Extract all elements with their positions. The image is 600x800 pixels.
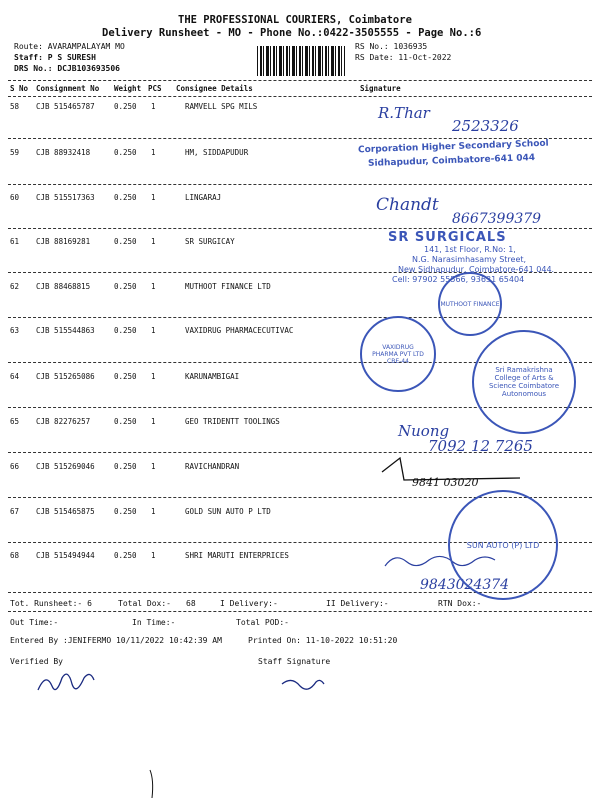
sr-surgicals-stamp-line2: N.G. Narasimhasamy Street, [412,255,527,264]
row-pcs: 1 [151,507,156,516]
row-pcs: 1 [151,102,156,111]
row-weight: 0.250 [114,193,137,202]
row-consignee: SR SURGICAY [185,237,235,246]
tot-runsheet: Tot. Runsheet:- 6 [10,599,92,608]
total-pod: Total POD:- [236,618,289,627]
rs-date: RS Date: 11-Oct-2022 [355,53,452,62]
row-consignee: GEO TRIDENTT TOOLINGS [185,417,280,426]
col-signature: Signature [360,84,401,93]
row-sno: 68 [10,551,20,560]
row-pcs: 1 [151,193,156,202]
row-sno: 61 [10,237,20,246]
staff: Staff: P S SURESH [14,53,96,62]
vaxidrug-stamp: VAXIDRUG PHARMA PVT LTD CBE-44 [360,316,436,392]
row-weight: 0.250 [114,507,137,516]
row-consignee: LINGARAJ [185,193,222,202]
handwritten-number: 9843024374 [420,577,510,593]
row-pcs: 1 [151,282,156,291]
col-pcs: PCS [148,84,162,93]
out-time: Out Time:- [10,618,59,627]
drs-number: DRS No.: DCJB103693506 [14,64,120,73]
company-title: THE PROFESSIONAL COURIERS, Coimbatore [178,14,412,26]
row-consignment: CJB 515544863 [36,326,95,335]
row-consignee: KARUNAMBIGAI [185,372,240,381]
row-consignment: CJB 88932418 [36,148,91,157]
row-consignee: RAVICHANDRAN [185,462,240,471]
in-time: In Time:- [132,618,176,627]
handwritten-signature: R.Thar [378,104,430,122]
corporation-school-stamp-line2: Sidhapudur, Coimbatore-641 044 [367,153,536,169]
corporation-school-stamp-line1: Corporation Higher Secondary School [357,138,549,156]
total-dox-value: 68 [186,599,196,608]
col-sno: S No [10,84,29,93]
row-pcs: 1 [151,462,156,471]
row-consignee: GOLD SUN AUTO P LTD [185,507,271,516]
row-pcs: 1 [151,417,156,426]
row-consignee: VAXIDRUG PHARMACECUTIVAC [185,326,294,335]
col-consignment: Consignment No [36,84,100,93]
row-consignment: CJB 515517363 [36,193,95,202]
handwritten-number: 7092 12 7265 [428,437,533,455]
row-pcs: 1 [151,551,156,560]
rtn-dox: RTN Dox:- [438,599,482,608]
row-sno: 59 [10,148,20,157]
staff-signature: Staff Signature [258,657,331,666]
route: Route: AVARAMPALAYAM MO [14,42,125,51]
col-consignee: Consignee Details [176,84,253,93]
row-sno: 62 [10,282,20,291]
row-consignment: CJB 88169281 [36,237,91,246]
row-weight: 0.250 [114,326,137,335]
entered-by: Entered By :JENIFERMO 10/11/2022 10:42:39 AM [10,636,222,645]
row-sno: 63 [10,326,20,335]
row-consignment: CJB 515494944 [36,551,95,560]
row-weight: 0.250 [114,237,137,246]
muthoot-stamp: MUTHOOT FINANCE [438,272,502,336]
row-weight: 0.250 [114,102,137,111]
row-consignment: CJB 515465787 [36,102,95,111]
row-consignment: CJB 515269046 [36,462,95,471]
row-weight: 0.250 [114,282,137,291]
verified-by: Verified By [10,657,63,666]
row-weight: 0.250 [114,417,137,426]
row-sno: 66 [10,462,20,471]
rs-number: RS No.: 1036935 [355,42,428,51]
row-weight: 0.250 [114,551,137,560]
handwritten-signature: Chandt [376,195,439,215]
row-sno: 60 [10,193,20,202]
row-sno: 65 [10,417,20,426]
handwritten-signature: Nuong [398,422,450,440]
row-sno: 58 [10,102,20,111]
row-weight: 0.250 [114,462,137,471]
row-consignee: SHRI MARUTI ENTERPRICES [185,551,289,560]
divider [8,611,592,612]
sr-surgicals-stamp-line3: New Sidhapudur, Coimbatore-641 044. [398,265,555,274]
sr-surgicals-stamp-line4: Cell: 97902 55566, 93631 65404 [392,275,525,284]
sr-surgicals-stamp-name: SR SURGICALS [388,230,507,245]
sun-auto-stamp: SUN AUTO (P) LTD [448,490,558,600]
i-delivery: I Delivery:- [220,599,278,608]
runsheet-title: Delivery Runsheet - MO - Phone No.:0422-3505555 - Page No.:6 [102,27,482,39]
row-pcs: 1 [151,237,156,246]
row-consignee: MUTHOOT FINANCE LTD [185,282,271,291]
ii-delivery: II Delivery:- [326,599,389,608]
row-consignee: HM, SIDDAPUDUR [185,148,249,157]
row-consignment: CJB 515465875 [36,507,95,516]
handwritten-number: 2523326 [452,117,519,135]
row-sno: 67 [10,507,20,516]
row-consignment: CJB 88468815 [36,282,91,291]
row-pcs: 1 [151,148,156,157]
row-weight: 0.250 [114,372,137,381]
handwritten-number: 9841 03020 [412,476,479,489]
row-weight: 0.250 [114,148,137,157]
handwritten-number: 8667399379 [452,211,542,227]
row-pcs: 1 [151,372,156,381]
col-weight: Weight [114,84,142,93]
sr-surgicals-stamp-line1: 141, 1st Floor, R.No: 1, [424,245,516,254]
row-consignment: CJB 515265086 [36,372,95,381]
row-pcs: 1 [151,326,156,335]
total-dox-label: Total Dox:- [118,599,171,608]
row-sno: 64 [10,372,20,381]
ramakrishna-college-stamp: Sri Ramakrishna College of Arts & Science Coimbatore Autonomous [472,330,576,434]
row-consignment: CJB 82276257 [36,417,91,426]
row-consignee: RAMVELL SPG MILS [185,102,258,111]
printed-on: Printed On: 11-10-2022 10:51:20 [248,636,398,645]
